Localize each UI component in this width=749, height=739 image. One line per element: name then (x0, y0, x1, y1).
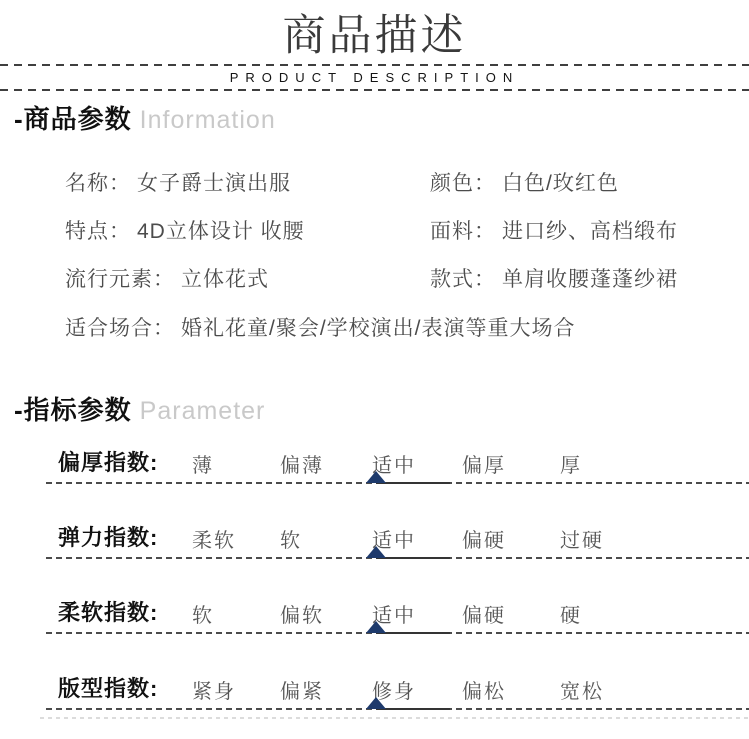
param-label: 面料： (430, 220, 496, 243)
scale-solid-segment (376, 708, 450, 710)
index-row-elasticity (0, 521, 749, 565)
header-divider (0, 64, 749, 91)
index-label: 弹力指数: (58, 525, 159, 550)
param-label: 颜色： (430, 172, 496, 195)
param-row (0, 312, 749, 342)
index-option: 偏厚 (462, 455, 506, 477)
scale-solid-segment (376, 632, 450, 634)
index-option: 硬 (560, 605, 582, 627)
section-info-title: -商品参数 (14, 104, 132, 134)
index-option: 适中 (372, 530, 416, 552)
index-option: 薄 (192, 455, 214, 477)
index-option: 过硬 (560, 530, 604, 552)
scale-solid-segment (376, 557, 450, 559)
param-value: 4D立体设计 收腰 (137, 220, 305, 243)
dashed-line-top (0, 64, 749, 66)
index-option: 柔软 (192, 530, 236, 552)
index-label: 偏厚指数: (58, 450, 159, 475)
param-feature (65, 215, 305, 245)
index-option: 偏硬 (462, 605, 506, 627)
index-option: 偏松 (462, 681, 506, 703)
param-name (65, 167, 291, 197)
section-info-header (14, 99, 276, 136)
param-style (430, 263, 678, 293)
index-option: 软 (192, 605, 214, 627)
param-value: 立体花式 (181, 268, 269, 291)
header-subtitle: PRODUCT DESCRIPTION (216, 70, 534, 85)
param-value: 单肩收腰蓬蓬纱裙 (502, 268, 678, 291)
param-label: 名称： (65, 172, 131, 195)
index-row-softness (0, 596, 749, 640)
param-row (0, 167, 749, 197)
param-label: 特点： (65, 220, 131, 243)
index-row-fit (0, 672, 749, 716)
param-row (0, 215, 749, 245)
param-label: 流行元素： (65, 268, 175, 291)
index-label: 柔软指数: (58, 600, 159, 625)
index-label: 版型指数: (58, 676, 159, 701)
page-title: 商品描述 (282, 12, 467, 60)
bottom-faint-line (40, 717, 749, 719)
index-option: 偏紧 (280, 681, 324, 703)
index-option: 偏硬 (462, 530, 506, 552)
level-marker-icon (366, 621, 386, 633)
param-fabric (430, 215, 678, 245)
param-value: 进口纱、高档缎布 (502, 220, 678, 243)
param-row (0, 263, 749, 293)
param-value: 婚礼花童/聚会/学校演出/表演等重大场合 (181, 317, 576, 340)
level-marker-icon (366, 546, 386, 558)
section-info-subtitle: Information (139, 106, 276, 134)
section-parameter-subtitle: Parameter (139, 397, 266, 425)
param-color (430, 167, 619, 197)
level-marker-icon (366, 697, 386, 709)
index-option: 宽松 (560, 681, 604, 703)
index-option: 适中 (372, 455, 416, 477)
section-parameter-header (14, 390, 265, 427)
index-option: 偏薄 (280, 455, 324, 477)
param-occasion (65, 312, 576, 342)
level-marker-icon (366, 471, 386, 483)
index-option: 偏软 (280, 605, 324, 627)
dashed-line-bottom (0, 89, 749, 91)
param-label: 款式： (430, 268, 496, 291)
index-row-thickness (0, 446, 749, 490)
index-option: 修身 (372, 681, 416, 703)
index-option: 厚 (560, 455, 582, 477)
index-option: 软 (280, 530, 302, 552)
index-option: 适中 (372, 605, 416, 627)
param-value: 女子爵士演出服 (137, 172, 291, 195)
section-parameter-title: -指标参数 (14, 395, 132, 425)
param-value: 白色/玫红色 (502, 172, 619, 195)
scale-solid-segment (376, 482, 450, 484)
param-trend (65, 263, 269, 293)
param-label: 适合场合： (65, 317, 175, 340)
index-option: 紧身 (192, 681, 236, 703)
